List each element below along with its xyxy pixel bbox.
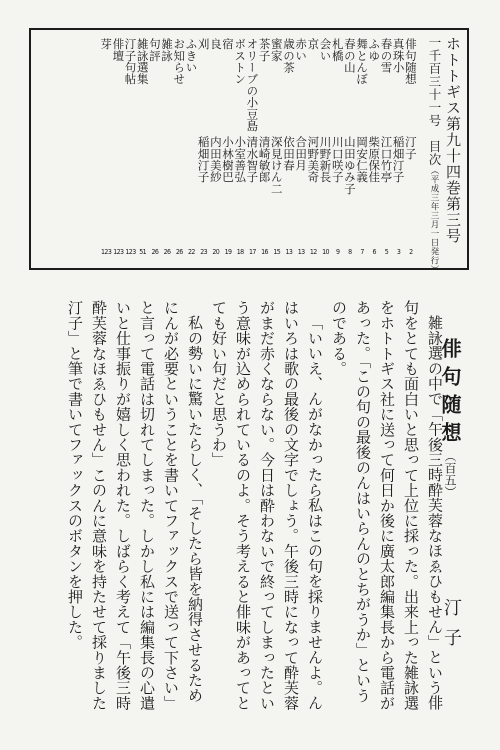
toc-entry [246,38,258,256]
toc-separator [91,38,100,256]
toc-entry-title: 真珠小 [391,38,406,74]
toc-entry [320,38,332,256]
toc-entry [283,38,295,256]
toc-entry-page: 13 [297,248,305,256]
toc-entry [307,38,319,256]
essay-paragraph: 雑詠選の中で「午後三時酔芙蓉なほゑひもせん」という俳句をとても面白いと思って上位に採った。出来上った雑詠選をホトトギス社に送って何日か後に廣太郎編集長から電話があった。「この句の最後のんはいらんのとちがうか」というのである。 [330,300,444,711]
toc-entry-page: 51 [139,248,147,256]
toc-entry-page: 2 [409,248,413,256]
toc-entry [149,38,161,256]
toc-entry-title: ボストン [233,38,248,85]
toc-entry-page: 9 [335,248,340,256]
toc-entry-page: 20 [212,248,220,256]
toc-entry-page: 13 [285,248,293,256]
toc-entry-page: 22 [188,248,195,256]
toc-entry-page: 15 [273,248,281,256]
toc-entry-author: 稲畑汀子 [391,136,406,183]
toc-entry [125,38,137,256]
essay-number: （百五） [443,450,457,498]
toc-entry-title: 春の山 [342,38,357,74]
toc-entry-title: 春の雪 [379,38,394,74]
toc-entry [393,38,405,256]
toc-entry [185,38,197,256]
toc-entry-title: 良 [208,38,223,50]
issue-number: 一千百三十一号 [427,36,442,127]
toc-entry-author: 山田ゆみ子 [342,136,357,195]
toc-entry-page: 18 [236,248,244,256]
toc-entry [344,38,356,256]
toc-entry [356,38,368,256]
toc-entry [234,38,246,256]
toc-entry-page: 123 [125,248,136,256]
toc-entry-page: 26 [151,248,159,256]
toc-entry-title: 雑詠 [160,38,175,62]
toc-entry-title: 刈 [196,38,211,50]
toc-entry-title: 会い [318,38,333,62]
issue-date: （平成三年三月一日発行） [429,166,439,274]
toc-entry [380,38,392,256]
toc-entry-page: 5 [384,248,389,256]
toc-entry-page: 23 [200,248,208,256]
toc-entry-author: 河野美奇 [306,136,321,183]
toc-entry-title: 茶子 [257,38,272,62]
toc-entry-author: 深見けん二 [269,136,284,195]
contents-label: 目次 [427,140,442,166]
toc-entry [198,38,210,256]
toc-entry-author: 小室善弘 [233,136,248,183]
toc-entry-page: 17 [248,248,256,256]
toc-entry-author: 岡安仁義 [355,136,370,183]
toc-entry-author: 柴原保佳 [367,136,382,183]
toc-entry-page: 26 [163,248,171,256]
toc-entry-title: 汀子句帖 [123,38,138,85]
toc-entry-author: 川野新長 [318,136,333,183]
toc-entry-author: 小林樹巴 [221,136,235,183]
toc-entry [405,38,417,256]
toc-entry [100,38,112,256]
toc-entry [173,38,185,256]
toc-entry [271,38,283,256]
issue-info [427,36,441,274]
toc-entry-title: オリーブの小豆島 [245,38,260,132]
toc-entry-title: 京 [306,38,321,50]
toc-entry-page: 19 [224,248,232,256]
toc-entry-title: 宿 [221,38,235,50]
magazine-title: ホトトギス第九十四巻第三号 [444,36,462,244]
toc-entry-page: 8 [348,248,352,256]
toc-entry-title: 札橋 [330,38,345,62]
toc-entry-page: 6 [372,248,376,256]
essay-title: 俳句随想（百五） [438,338,462,498]
essay-paragraph: 「いいえ、んがなかったら私はこの句を採りませんよ。んはいろは歌の最後の文字でしょう。午後三時になって酔芙蓉がまだ赤くならない。今日は酔わないで終ってしまったという意味が込められているのよ。そう考えると俳味があってとても好い句だと思うわ」 [210,300,324,711]
toc-entry-title: 俳壇 [111,38,126,62]
toc-entry-author: 稲畑汀子 [196,136,211,183]
toc-entry-title: 芽 [99,38,114,50]
toc-entry [137,38,149,256]
toc-entry-title: お知らせ [172,38,187,85]
essay-paragraph: 私の勢いに驚いたらしく、「そしたら皆を納得させるためにんが必要ということを書いてファックスで送って下さい」と言って電話は切れてしまった。しかし私には編集長の心遣いと仕事振りが嬉しく思われた。しばらく考えて「午後三時酔芙蓉なほゑひもせん」このんに意味を持たせて採りました汀子」と筆で書いてファックスのボタンを押した。 [66,300,204,711]
toc-entry-page: 10 [322,248,329,256]
toc-entry [368,38,380,256]
toc-entry-page: 123 [113,248,124,256]
toc-entry [259,38,271,256]
toc-entry-page: 12 [309,248,317,256]
toc-entry-title: 句評 [147,38,162,62]
toc-entry-author: 汀子 [403,136,418,160]
toc-entry [112,38,124,256]
toc-entry-title: ふきい [184,38,199,74]
toc-entry-author: 清崎敏郎 [257,136,272,183]
toc-entry-title: 蜜家 [269,38,284,62]
toc-entry-page: 7 [360,248,364,256]
toc-entry [295,38,307,256]
toc-entry-author: 川口咲子 [330,136,345,183]
toc-entry-list [91,38,417,256]
toc-entry [332,38,344,256]
toc-entry-title: 赤い [294,38,309,62]
toc-entry-title: 俳句随想 [403,38,418,85]
toc-entry-page: 26 [175,248,183,256]
toc-entry-author: 依田春 [281,136,296,172]
toc-entry-author: 内田美紗 [208,136,223,183]
toc-entry-author: 合田月 [294,136,309,172]
toc-entry-title: 雑詠選集 [135,38,150,85]
toc-entry [210,38,222,256]
toc-entry-page: 16 [261,248,268,256]
toc-entry-author: 清水智子 [245,136,260,183]
toc-entry [161,38,173,256]
toc-entry-title: ふゆ [367,38,382,62]
table-of-contents [29,28,469,274]
toc-entry-title: 歳の茶 [281,38,296,74]
toc-entry-page: 123 [101,248,112,256]
toc-entry-title: 舞とんぼ [355,38,370,85]
toc-entry-page: 3 [396,248,401,256]
essay-author: 汀子 [441,598,462,658]
essay-body [63,300,447,712]
toc-entry [222,38,234,256]
toc-entry-author: 江口竹亭 [379,136,394,183]
